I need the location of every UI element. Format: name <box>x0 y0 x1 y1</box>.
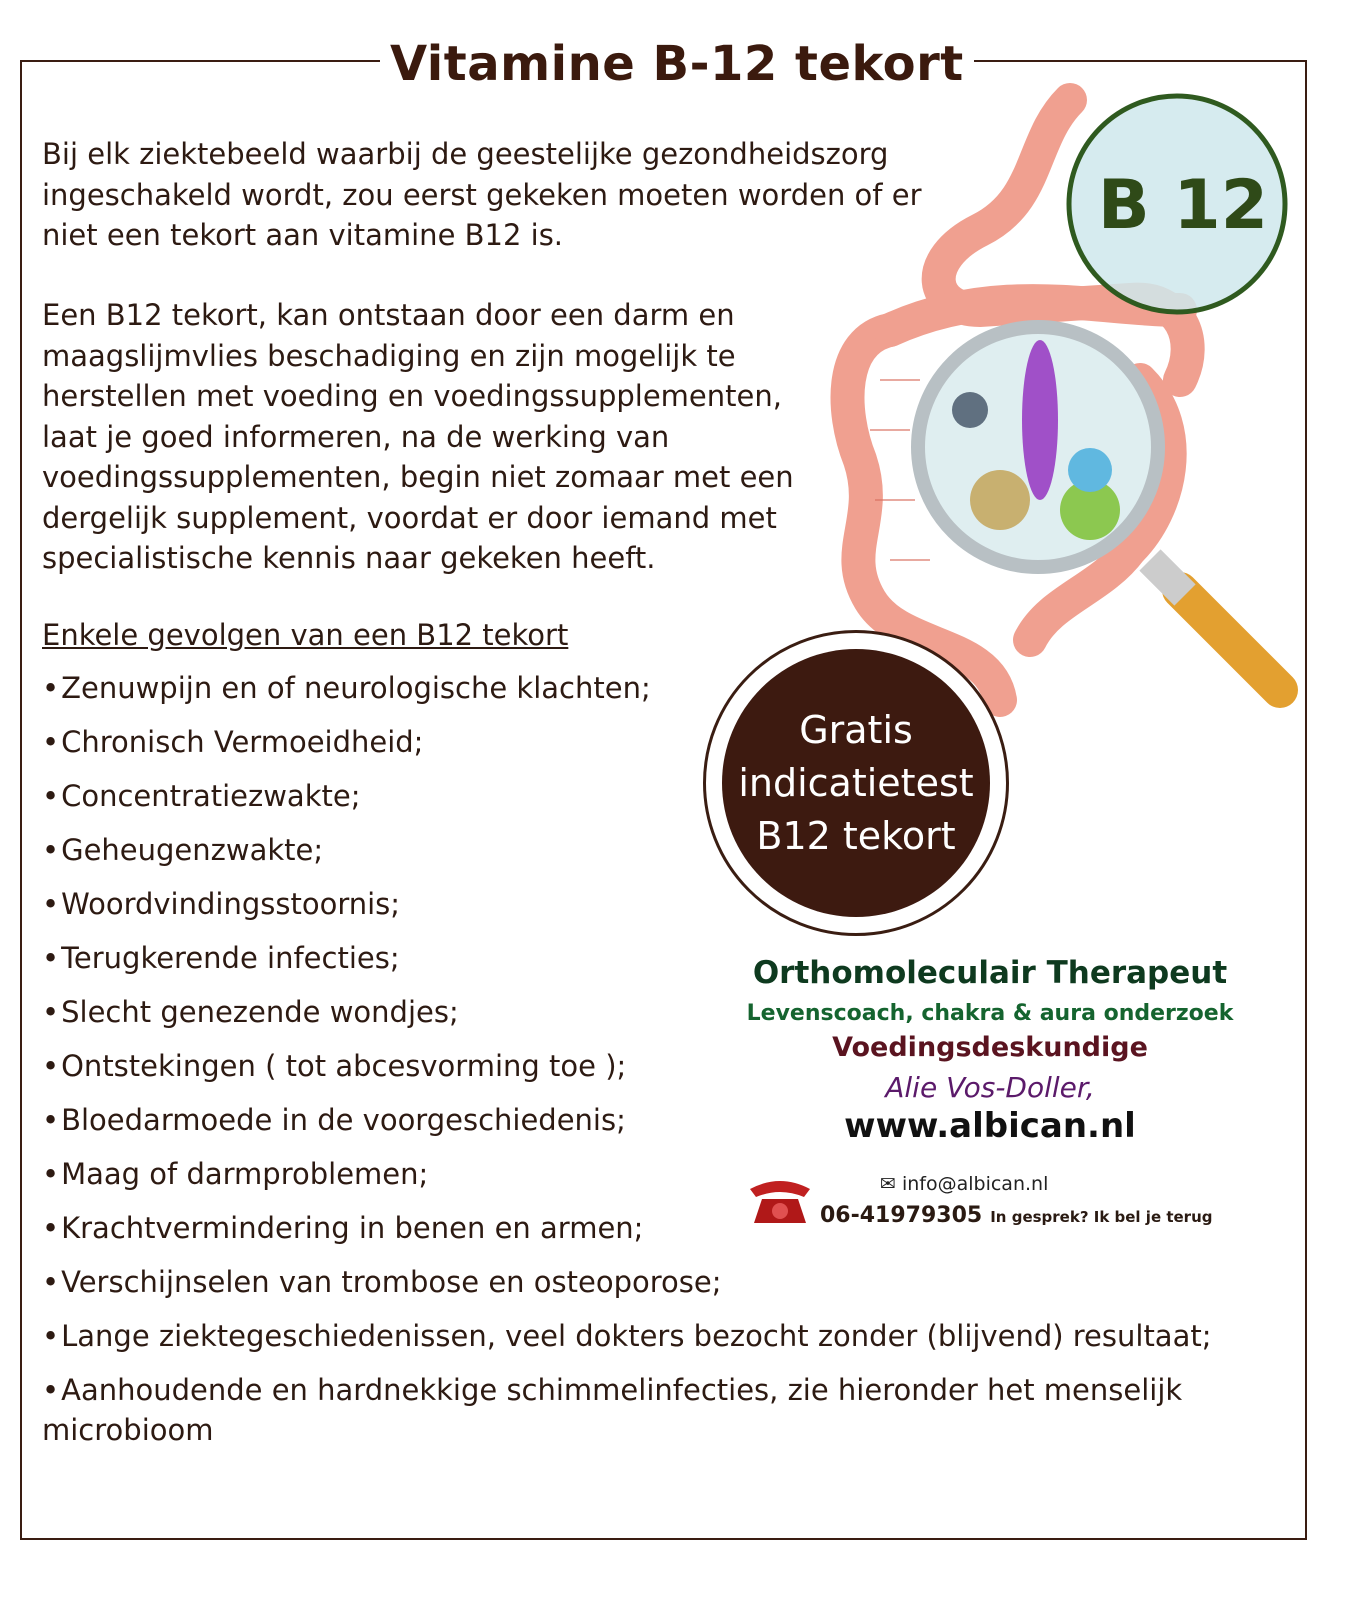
magnifier-icon <box>918 327 1280 690</box>
list-item: • Zenuwpijn en of neurologische klachten; <box>42 668 1222 708</box>
list-item: • Woordvindingsstoornis; <box>42 884 1222 924</box>
list-item: • Bloedarmoede in de voorgeschiedenis; <box>42 1100 1222 1140</box>
badge-line: B12 tekort <box>756 813 956 858</box>
b12-label: B 12 <box>1097 166 1269 245</box>
list-item: • Slecht genezende wondjes; <box>42 992 1222 1032</box>
telephone-icon <box>740 1177 820 1227</box>
badge-line: indicatietest <box>738 760 974 805</box>
intro-paragraph: Bij elk ziektebeeld waarbij de geestelijke gezondheidszorg ingeschakeld wordt, zou eerst gekeken moeten worden of er niet een tekort aan vitamine B12 is. <box>42 137 922 252</box>
phone-row[interactable] <box>820 1203 1213 1228</box>
website-link[interactable]: www.albican.nl <box>844 1106 1136 1146</box>
b12-circle <box>1069 96 1285 312</box>
list-item: • Lange ziektegeschiedenissen, veel dokters bezocht zonder (blijvend) resultaat; <box>42 1316 1222 1356</box>
phone-note: In gesprek? Ik bel je terug <box>990 1208 1213 1226</box>
role-subtitle: Levenscoach, chakra & aura onderzoek <box>746 1001 1234 1026</box>
list-item: • Maag of darmproblemen; <box>42 1154 1222 1194</box>
list-item: • Verschijnselen van trombose en osteoporose; <box>42 1262 1222 1302</box>
phone-number[interactable]: 06-41979305 <box>820 1203 983 1228</box>
list-item: • Geheugenzwakte; <box>42 830 1222 870</box>
cause-paragraph: Een B12 tekort, kan ontstaan door een darm en maagslijmvlies beschadiging en zijn mogelijk te herstellen met voeding en voedingssupplementen, laat je goed informeren, na de werking van voedingssupplementen, begin niet zomaar met een dergelijk supplement, voordat er door iemand met specialistische kennis naar gekeken heeft. <box>42 298 794 575</box>
page-title: Vitamine B-12 tekort <box>380 36 974 92</box>
role-title: Orthomoleculair Therapeut <box>752 955 1228 991</box>
intestine-magnifier-illustration <box>800 80 1310 720</box>
free-test-badge[interactable] <box>703 630 1009 936</box>
email-row[interactable] <box>880 1173 1048 1195</box>
profession: Voedingsdeskundige <box>832 1032 1148 1063</box>
list-item: • Chronisch Vermoeidheid; <box>42 722 1222 762</box>
list-item: • Concentratiezwakte; <box>42 776 1222 816</box>
list-heading: Enkele gevolgen van een B12 tekort <box>42 618 569 652</box>
badge-line: Gratis <box>799 707 913 752</box>
list-item: • Ontstekingen ( tot abcesvorming toe ); <box>42 1046 1222 1086</box>
contact-block <box>730 955 1250 1228</box>
person-name: Alie Vos-Doller, <box>885 1071 1095 1104</box>
list-item: • Aanhoudende en hardnekkige schimmelinfecties, zie hieronder het menselijk microbioom <box>42 1370 1222 1450</box>
envelope-icon: ✉ <box>880 1173 902 1195</box>
email-link[interactable]: info@albican.nl <box>901 1173 1049 1195</box>
list-item: • Krachtvermindering in benen en armen; <box>42 1208 1222 1248</box>
list-item: • Terugkerende infecties; <box>42 938 1222 978</box>
